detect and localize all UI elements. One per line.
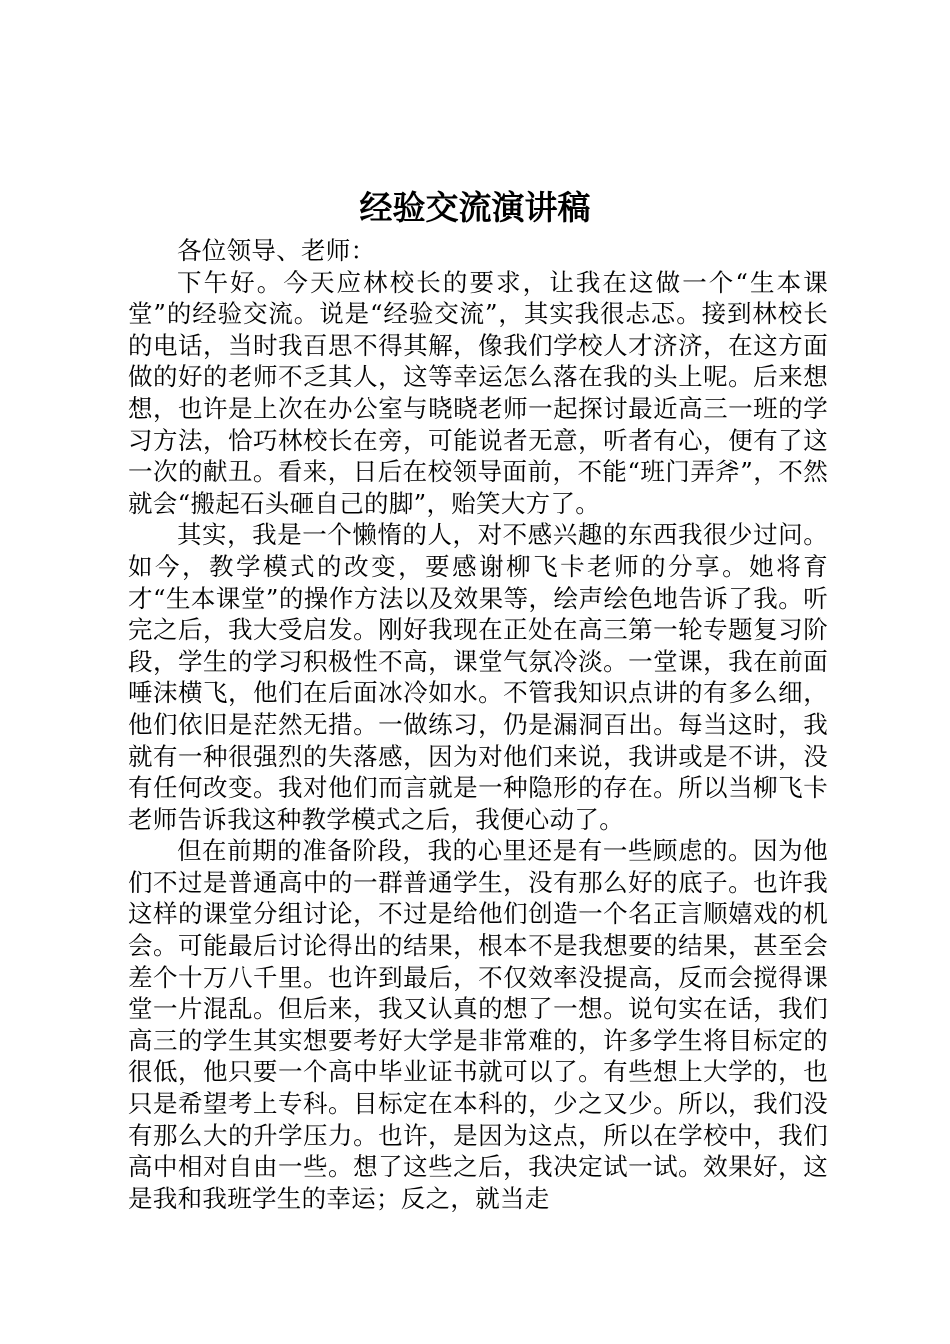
- document-title: 经验交流演讲稿: [359, 188, 591, 227]
- salutation: 各位领导、老师：: [177, 236, 376, 265]
- document-body: [128, 235, 828, 1214]
- paragraph-1: 下午好。今天应林校长的要求，让我在这做一个“生本课堂”的经验交流。说是“经验交流”，其实我很忐忑。接到林校长的电话，当时我百思不得其解，像我们学校人才济济，在这方面做的好的老师不乏其人，这等幸运怎么落在我的头上呢。后来想想，也许是上次在办公室与晓晓老师一起探讨最近高三一班的学习方法，恰巧林校长在旁，可能说者无意，听者有心，便有了这一次的献丑。看来，日后在校领导面前，不能“班门弄斧”，不然就会“搬起石头砸自己的脚”，贻笑大方了。: [128, 267, 828, 518]
- paragraph-3: 但在前期的准备阶段，我的心里还是有一些顾虑的。因为他们不过是普通高中的一群普通学生，没有那么好的底子。也许我这样的课堂分组讨论，不过是给他们创造一个名正言顺嬉戏的机会。可能最后讨论得出的结果，根本不是我想要的结果，甚至会差个十万八千里。也许到最后，不仅效率没提高，反而会搅得课堂一片混乱。但后来，我又认真的想了一想。说句实在话，我们高三的学生其实想要考好大学是非常难的，许多学生将目标定的很低，他只要一个高中毕业证书就可以了。有些想上大学的，也只是希望考上专科。目标定在本科的，少之又少。所以，我们没有那么大的升学压力。也许，是因为这点，所以在学校中，我们高中相对自由一些。想了这些之后，我决定试一试。效果好，这是我和我班学生的幸运；反之，就当走: [128, 836, 828, 1213]
- paragraph-2: 其实，我是一个懒惰的人，对不感兴趣的东西我很少过问。如今，教学模式的改变，要感谢柳飞卡老师的分享。她将育才“生本课堂”的操作方法以及效果等，绘声绘色地告诉了我。听完之后，我大受启发。刚好我现在正处在高三第一轮专题复习阶段，学生的学习积极性不高，课堂气氛冷淡。一堂课，我在前面唾沫横飞，他们在后面冰冷如水。不管我知识点讲的有多么细，他们依旧是茫然无措。一做练习，仍是漏洞百出。每当这时，我就有一种很强烈的失落感，因为对他们来说，我讲或是不讲，没有任何改变。我对他们而言就是一种隐形的存在。所以当柳飞卡老师告诉我这种教学模式之后，我便心动了。: [128, 520, 828, 834]
